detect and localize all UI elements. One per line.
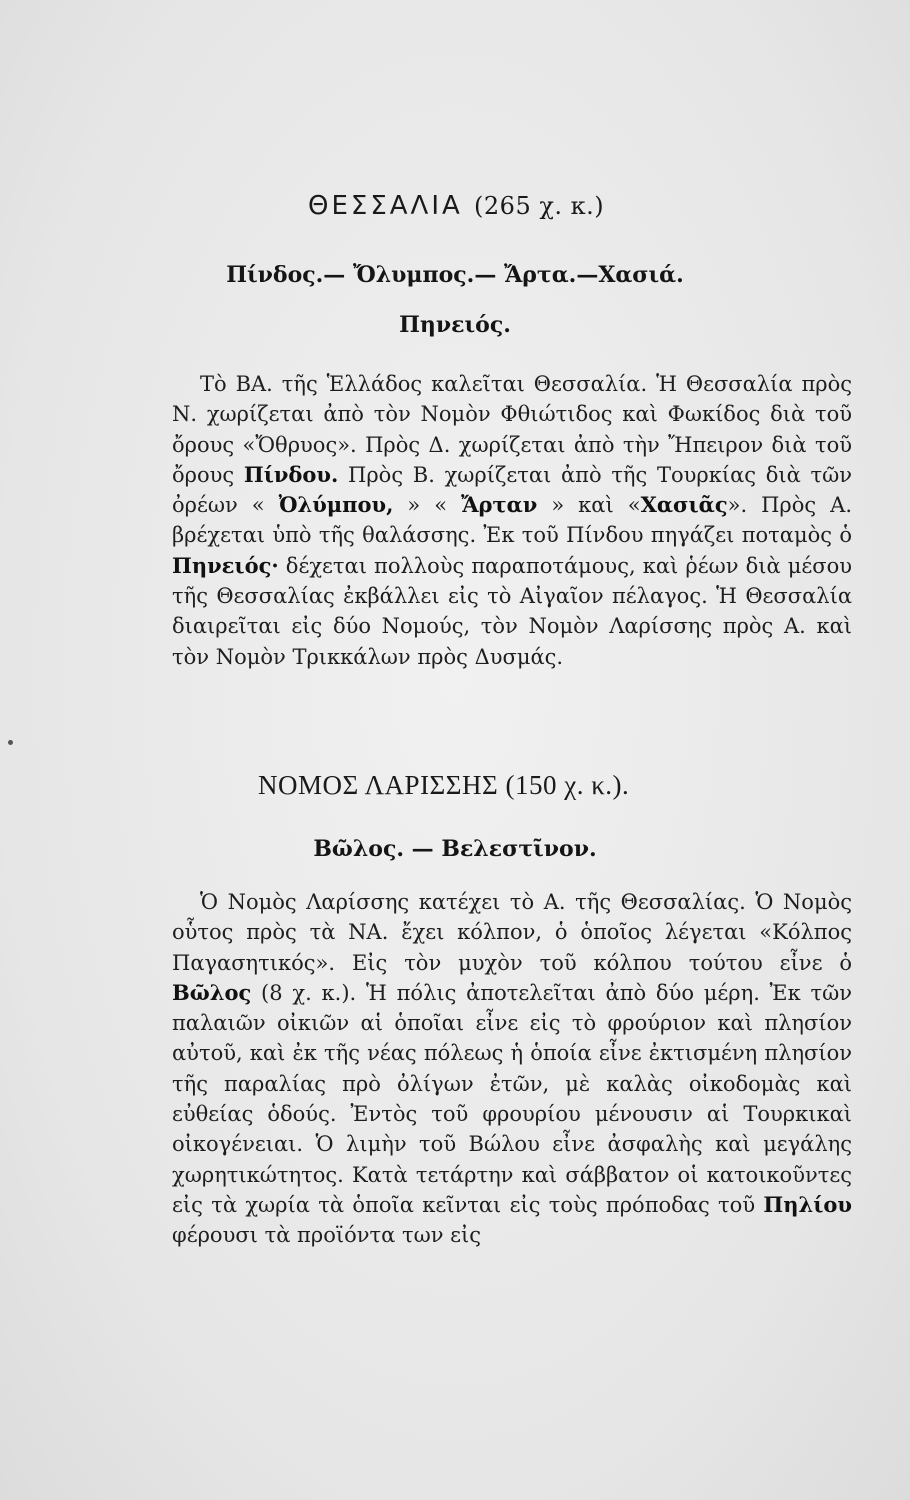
section-keywords: Πίνδος.— Ὄλυμπος.— Ἄρτα.—Χασιά. xyxy=(226,262,684,288)
para1-bold-pindou: Πίνδου. xyxy=(243,461,339,487)
para2-text-c: φέρουσι τὰ προϊόντα των εἰς xyxy=(172,1223,482,1248)
margin-speck xyxy=(8,740,13,745)
larissa-paragraph xyxy=(172,887,852,1251)
nomos-title-text: ΝΟΜΟΣ ΛΑΡΙΣΣΗΣ xyxy=(258,770,499,800)
para1-text-b: Πρὸς Β. χωρίζεται ἀπὸ τῆς Τουρκίας διὰ τῶν ὀρέων « xyxy=(172,462,852,518)
para1-bold-pineios: Πηνειός· xyxy=(172,552,279,578)
para2-text-b: (8 χ. κ.). Ἡ πόλις ἀποτελεῖται ἀπὸ δύο μέρη. Ἐκ τῶν παλαιῶν οἰκιῶν αἱ ὁποῖαι εἶνε εἰς τὸ φρούριον καὶ πλησίον αὐτοῦ, καὶ ἐκ τῆς νέας πόλεως ἡ ὁποία εἶνε ἐκτισμένη πλησίον τῆς παραλίας πρὸ ὀλίγων ἐτῶν, μὲ καλὰς οἰκοδομὰς καὶ εὐθείας ὁδούς. Ἐντὸς τοῦ φρουρίου μένουσιν αἱ Τουρκικαὶ οἰκογένειαι. Ὁ λιμὴν τοῦ Βώλου εἶνε ἀσφαλὴς καὶ μεγάλης χωρητικώτητος. Κατὰ τετάρτην καὶ σάββατον οἱ κατοικοῦντες εἰς τὰ χωρία τὰ ὁποῖα κεῖνται εἰς τοὺς πρόποδας τοῦ xyxy=(172,980,852,1217)
para2-text-a: Ὁ Νομὸς Λαρίσσης κατέχει τὸ Α. τῆς Θεσσαλίας. Ὁ Νομὸς οὗτος πρὸς τὰ ΝΑ. ἔχει κόλπον, ὁ ὁποῖος λέγεται «Κόλπος Παγασητικός». Εἰς τὸν μυχὸν τοῦ κόλπου τούτου εἶνε ὁ xyxy=(172,890,852,975)
section-keywords-2: Πηνειός. xyxy=(399,312,511,338)
section-title xyxy=(308,191,708,221)
nomos-title xyxy=(258,770,738,801)
para2-bold-piliou: Πηλίου xyxy=(763,1191,852,1217)
thessaly-paragraph xyxy=(172,369,852,672)
nomos-title-measure: (150 χ. κ.). xyxy=(505,770,630,800)
para1-bold-olympou: Ὀλύμπου, xyxy=(278,492,394,518)
para1-text-d: » καὶ « xyxy=(537,493,641,518)
para1-bold-artan: Ἄρταν xyxy=(461,492,538,518)
para1-text-a: Τὸ ΒΑ. τῆς Ἑλλάδος καλεῖται Θεσσαλία. Ἡ Θεσσαλία πρὸς Ν. χωρίζεται ἀπὸ τὸν Νομὸν Φθιώτιδος καὶ Φωκίδος διὰ τοῦ ὄρους «Ὄθρυος». Πρὸς Δ. χωρίζεται ἀπὸ τὴν Ἤπειρον διὰ τοῦ ὄρους xyxy=(172,372,852,487)
para1-bold-chasias: Χασιᾶς xyxy=(640,492,728,518)
para2-bold-volos: Βῶλος xyxy=(172,979,252,1005)
para1-text-c: » « xyxy=(393,493,462,518)
section-title-text: ΘΕΣΣΑΛΙΑ xyxy=(308,191,463,221)
para1-text-f: δέχεται πολλοὺς παραποτάμους, καὶ ῥέων διὰ μέσου τῆς Θεσσαλίας ἐκβάλλει εἰς τὸ Αἰγαῖον πέλαγος. Ἡ Θεσσαλία διαιρεῖται εἰς δύο Νομούς, τὸν Νομὸν Λαρίσσης πρὸς Α. καὶ τὸν Νομὸν Τρικκάλων πρὸς Δυσμάς. xyxy=(172,553,852,669)
para1-text-e: ». Πρὸς Α. βρέχεται ὑπὸ τῆς θαλάσσης. Ἐκ τοῦ Πίνδου πηγάζει ποταμὸς ὁ xyxy=(172,493,853,548)
section-title-measure: (265 χ. κ.) xyxy=(474,192,605,220)
nomos-keywords: Βῶλος. — Βελεστῖνον. xyxy=(313,836,597,862)
